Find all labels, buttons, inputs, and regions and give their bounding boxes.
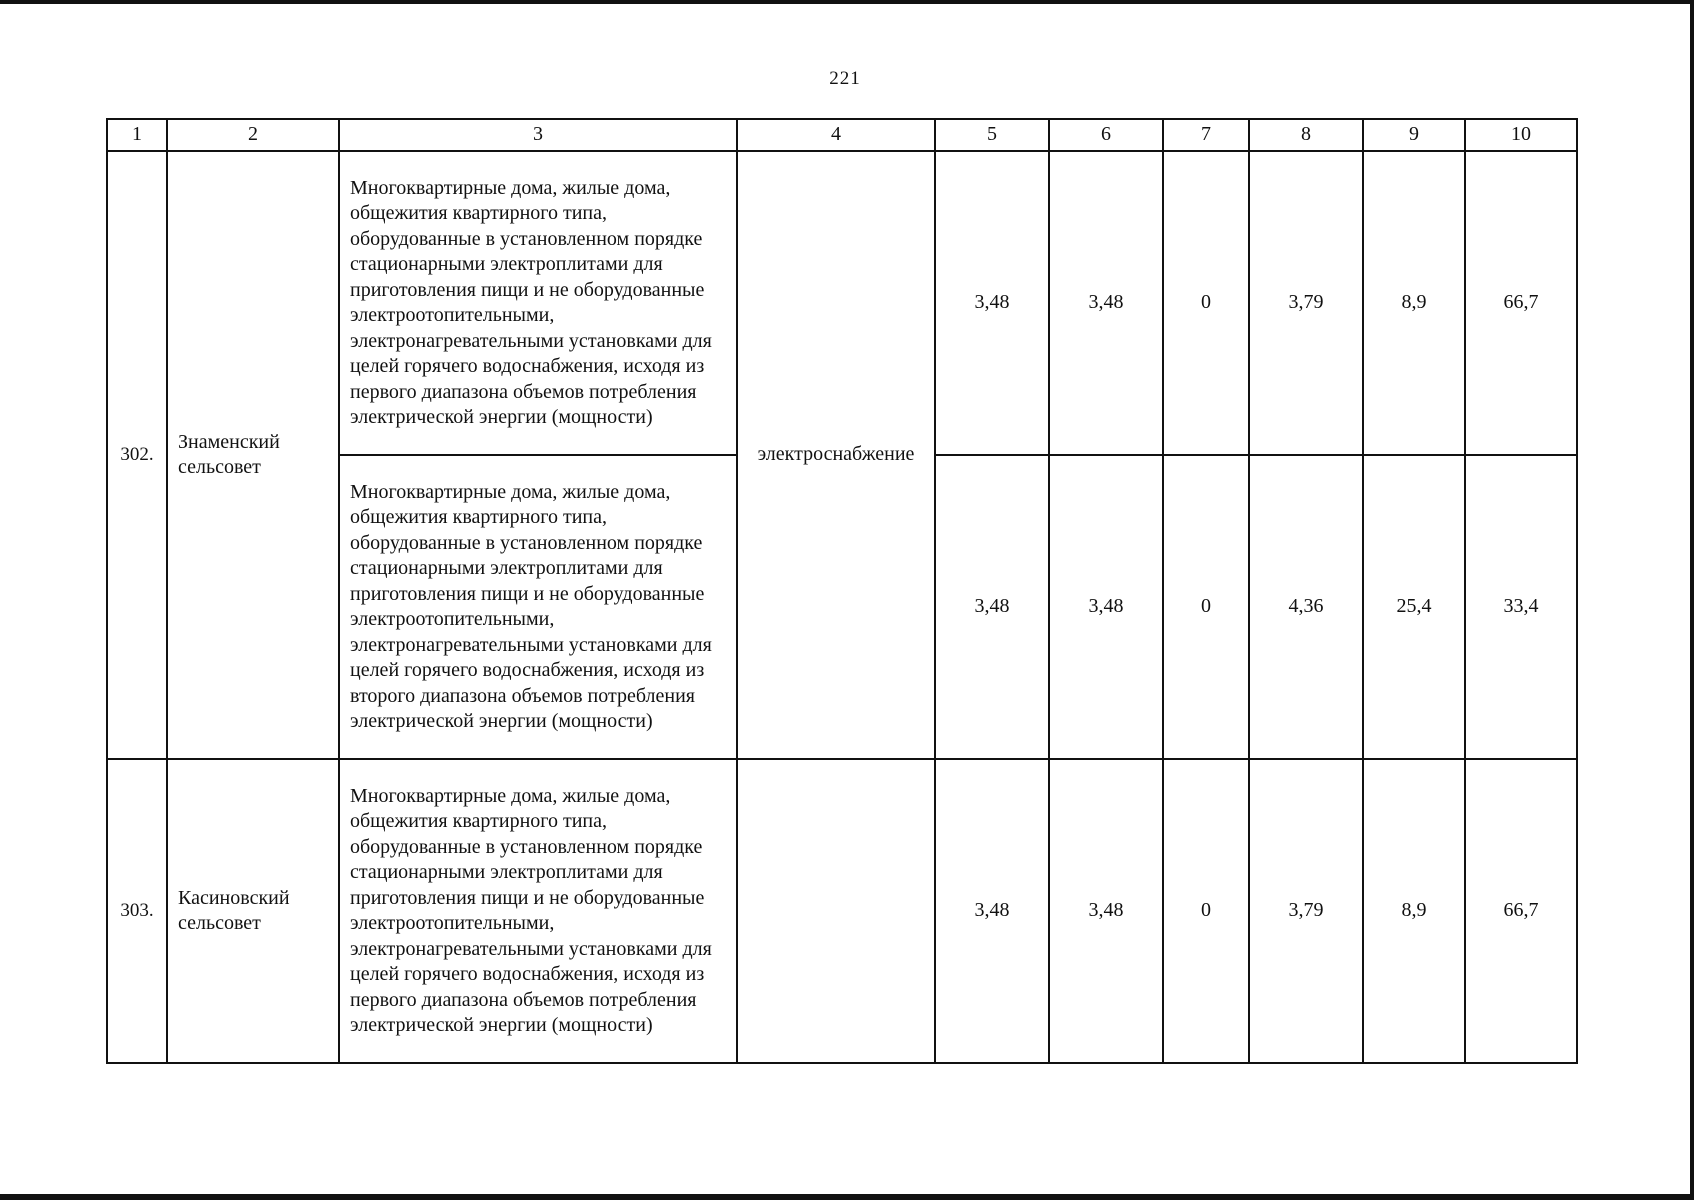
column-header: 4 — [737, 119, 935, 151]
column-header: 9 — [1363, 119, 1465, 151]
column-header: 8 — [1249, 119, 1363, 151]
column-header: 6 — [1049, 119, 1163, 151]
scan-border-top — [0, 0, 1694, 4]
page-number: 221 — [829, 68, 861, 89]
utility-service — [737, 759, 935, 1063]
column-header: 10 — [1465, 119, 1577, 151]
municipality-name-line: сельсовет — [178, 456, 261, 478]
utility-service: электроснабжение — [737, 151, 935, 759]
value-cell: 3,79 — [1249, 759, 1363, 1063]
column-header: 1 — [107, 119, 167, 151]
value-cell: 66,7 — [1465, 151, 1577, 455]
value-cell: 3,48 — [1049, 759, 1163, 1063]
column-header: 7 — [1163, 119, 1249, 151]
value-cell: 0 — [1163, 455, 1249, 759]
tariff-table — [106, 118, 1578, 1064]
column-header: 3 — [339, 119, 737, 151]
value-cell: 8,9 — [1363, 759, 1465, 1063]
value-cell: 0 — [1163, 151, 1249, 455]
row-number: 302. — [107, 151, 167, 759]
column-number-header-row — [107, 119, 1577, 151]
scan-border-right — [1690, 0, 1694, 1200]
value-cell: 4,36 — [1249, 455, 1363, 759]
value-cell: 8,9 — [1363, 151, 1465, 455]
value-cell: 3,48 — [935, 759, 1049, 1063]
municipality-name — [167, 759, 339, 1063]
value-cell: 25,4 — [1363, 455, 1465, 759]
municipality-name — [167, 151, 339, 759]
value-cell: 3,48 — [1049, 151, 1163, 455]
row-number: 303. — [107, 759, 167, 1063]
value-cell: 3,79 — [1249, 151, 1363, 455]
consumer-category-description: Многоквартирные дома, жилые дома, общежития квартирного типа, оборудованные в установленном порядке стационарными электроплитами для приготовления пищи и не оборудованные электроотопительными, электронагревательными установками для целей горячего водоснабжения, исходя из первого диапазона объемов потребления электрической энергии (мощности) — [339, 759, 737, 1063]
municipality-name-line: сельсовет — [178, 912, 261, 934]
scan-border-bottom — [0, 1194, 1694, 1200]
value-cell: 3,48 — [935, 151, 1049, 455]
table-row — [107, 151, 1577, 455]
value-cell: 0 — [1163, 759, 1249, 1063]
consumer-category-description: Многоквартирные дома, жилые дома, общежития квартирного типа, оборудованные в установленном порядке стационарными электроплитами для приготовления пищи и не оборудованные электроотопительными, электронагревательными установками для целей горячего водоснабжения, исходя из первого диапазона объемов потребления электрической энергии (мощности) — [339, 151, 737, 455]
municipality-name-line: Знаменский — [178, 430, 280, 453]
value-cell: 33,4 — [1465, 455, 1577, 759]
table-row — [107, 759, 1577, 1063]
column-header: 2 — [167, 119, 339, 151]
value-cell: 66,7 — [1465, 759, 1577, 1063]
column-header: 5 — [935, 119, 1049, 151]
municipality-name-line: Касиновский — [178, 886, 290, 909]
value-cell: 3,48 — [935, 455, 1049, 759]
consumer-category-description: Многоквартирные дома, жилые дома, общежития квартирного типа, оборудованные в установленном порядке стационарными электроплитами для приготовления пищи и не оборудованные электроотопительными, электронагревательными установками для целей горячего водоснабжения, исходя из второго диапазона объемов потребления электрической энергии (мощности) — [339, 455, 737, 759]
value-cell: 3,48 — [1049, 455, 1163, 759]
